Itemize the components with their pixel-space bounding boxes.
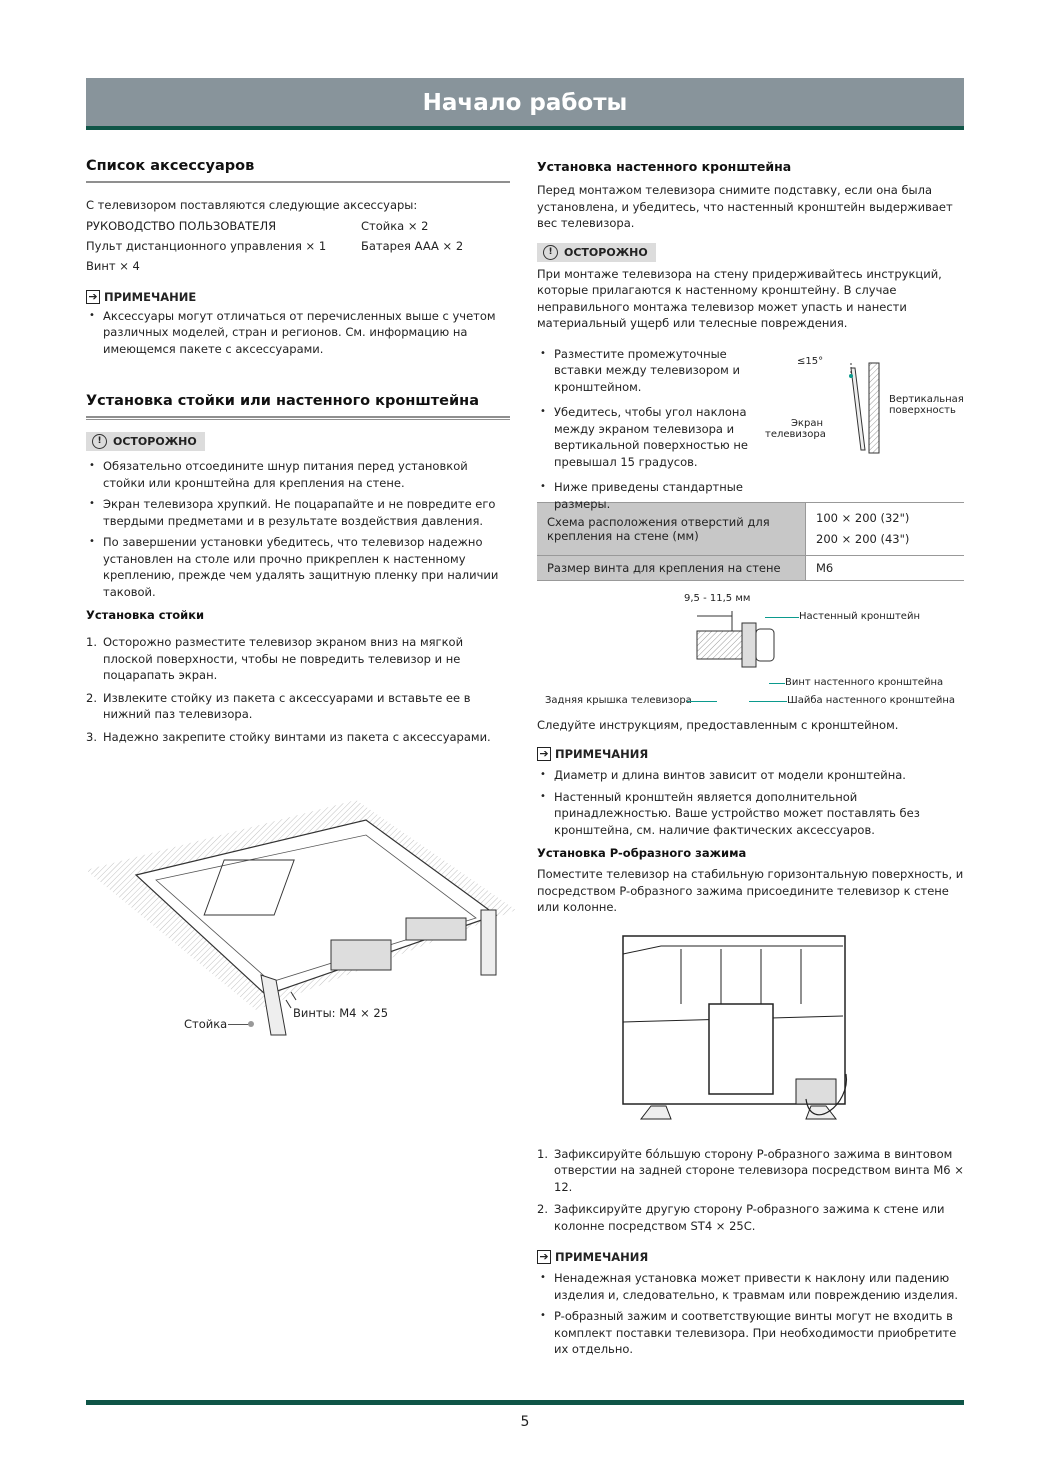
stand-subtitle: Установка стойки bbox=[86, 608, 205, 622]
back-cover-label-line bbox=[687, 701, 717, 702]
arrow-right-icon: ➔ bbox=[537, 747, 551, 761]
table-cell: Размер винта для крепления на стене bbox=[537, 555, 806, 580]
bracket-label-line bbox=[765, 617, 799, 618]
wall-caution-text: При монтаже телевизора на стену придерживайтесь инструкций, которые прилагаются к настенному кронштейну. В случае неправильного монтажа телевизор может упасть и нанести материальный ущерб или телесные повреждения. bbox=[537, 266, 942, 330]
stand-label: Стойка bbox=[184, 1017, 228, 1031]
accessory-item: РУКОВОДСТВО ПОЛЬЗОВАТЕЛЯ bbox=[86, 218, 277, 233]
note-header bbox=[537, 1250, 964, 1264]
list-item: • Аксессуары могут отличаться от перечисленных выше с учетом различных моделей, стран и регионов. См. информацию на имеющемся пакете с аксессуарами. bbox=[86, 308, 510, 358]
screws-label: Винты: M4 × 25 bbox=[293, 1006, 389, 1020]
p-clamp-intro: Поместите телевизор на стабильную горизонтальную поверхность, и посредством P-образного зажима присоедините телевизор к стене или колонне. bbox=[537, 867, 964, 914]
note-header bbox=[86, 290, 510, 304]
back-cover-label: Задняя крышка телевизора bbox=[545, 694, 692, 706]
accessory-item: Винт × 4 bbox=[86, 258, 140, 273]
note-title: ПРИМЕЧАНИЯ bbox=[555, 747, 649, 761]
list-item: • По завершении установки убедитесь, что телевизор надежно установлен на столе или прочно прикреплен к настенному креплению, прежде чем удалять защитную пленку при наличии таковой. bbox=[86, 534, 510, 600]
list-item: 3. Надежно закрепите стойку винтами из пакета с аксессуарами. bbox=[86, 729, 491, 744]
table-cell: 100 × 200 (32") 200 × 200 (43") bbox=[806, 502, 965, 555]
p-clamp-title: Установка P-образного зажима bbox=[537, 846, 747, 860]
caution-label: ОСТОРОЖНО bbox=[113, 435, 197, 448]
section-divider bbox=[86, 419, 510, 420]
note-title: ПРИМЕЧАНИЕ bbox=[104, 289, 197, 304]
warning-icon: ! bbox=[92, 434, 107, 449]
dimension-label: 9,5 - 11,5 мм bbox=[684, 592, 751, 604]
header-divider bbox=[86, 126, 964, 130]
stand-install-section bbox=[86, 393, 510, 745]
arrow-right-icon: ➔ bbox=[86, 290, 100, 304]
section-divider bbox=[86, 181, 510, 183]
warning-icon: ! bbox=[543, 245, 558, 260]
list-item: 1. Зафиксируйте бóльшую сторону P-образного зажима в винтовом отверстии на задней стороне телевизора посредством винта M6 × 12. bbox=[537, 1146, 964, 1194]
left-column bbox=[86, 150, 510, 751]
accessory-item: Пульт дистанционного управления × 1 bbox=[86, 238, 327, 253]
table-cell: M6 bbox=[806, 555, 965, 580]
list-item: 1. Осторожно разместите телевизор экраном вниз на мягкой плоской поверхности, чтобы не повредить телевизор и не поцарапать экран. bbox=[86, 635, 464, 682]
p-clamp-steps bbox=[537, 1146, 964, 1235]
page-number: 5 bbox=[520, 1414, 530, 1430]
table-row bbox=[537, 555, 964, 580]
washer-label-line bbox=[749, 701, 787, 702]
wall-spec-table bbox=[537, 502, 964, 581]
angle-diagram bbox=[837, 358, 897, 458]
list-item: 2. Зафиксируйте другую сторону P-образного зажима к стене или колонне посредством ST4 × 25C. bbox=[537, 1202, 945, 1233]
caution-label: ОСТОРОЖНО bbox=[564, 245, 648, 259]
tv-back-illustration bbox=[86, 800, 516, 1040]
note-title: ПРИМЕЧАНИЯ bbox=[555, 1250, 649, 1264]
list-item: • Ниже приведены стандартные размеры. bbox=[537, 479, 772, 512]
bracket-label: Настенный кронштейн bbox=[799, 610, 920, 622]
tv-screen-label: Экран телевизора bbox=[765, 417, 826, 440]
table-cell: Схема расположения отверстий для крепления на стене (мм) bbox=[537, 502, 806, 555]
note-header bbox=[537, 747, 964, 761]
list-item: • Настенный кронштейн является дополнительной принадлежностью. Ваше устройство может поставлять без кронштейна, см. наличие фактических аксессуаров. bbox=[537, 789, 964, 839]
accessories-title: Список аксессуаров bbox=[86, 158, 255, 174]
page-title: Начало работы bbox=[86, 78, 964, 126]
list-item: • Убедитесь, чтобы угол наклона между экраном телевизора и вертикальной поверхностью не превышал 15 градусов. bbox=[537, 404, 772, 470]
follow-instructions: Следуйте инструкциям, предоставленным с кронштейном. bbox=[537, 717, 899, 732]
list-item: • Обязательно отсоедините шнур питания перед установкой стойки или кронштейна для крепления на стене. bbox=[86, 458, 510, 491]
wall-mount-title: Установка настенного кронштейна bbox=[537, 159, 792, 174]
washer-label: Шайба настенного кронштейна bbox=[787, 694, 956, 706]
list-item: 2. Извлеките стойку из пакета с аксессуарами и вставьте ее в нижний паз телевизора. bbox=[86, 690, 471, 721]
angle-label: ≤15° bbox=[797, 355, 824, 367]
wall-mount-intro: Перед монтажом телевизора снимите подставку, если она была установлена, и убедитесь, что настенный кронштейн выдерживает вес телевизора. bbox=[537, 183, 953, 230]
angle-list bbox=[537, 346, 772, 513]
footer-divider bbox=[86, 1400, 964, 1405]
caution-badge bbox=[86, 432, 205, 451]
screw-diagram bbox=[537, 593, 964, 713]
screw-label: Винт настенного кронштейна bbox=[785, 676, 944, 688]
list-item: • Разместите промежуточные вставки между телевизором и кронштейном. bbox=[537, 346, 772, 396]
accessory-item: Батарея AAA × 2 bbox=[361, 238, 464, 253]
vertical-surface-label: Вертикальная поверхность bbox=[889, 393, 964, 416]
screw-label-line bbox=[769, 683, 785, 684]
accessories-intro: С телевизором поставляются следующие аксессуары: bbox=[86, 198, 418, 212]
section-divider bbox=[86, 416, 510, 418]
accessory-item: Стойка × 2 bbox=[361, 218, 429, 233]
angle-block bbox=[537, 346, 964, 511]
stand-label-line bbox=[228, 1024, 250, 1025]
note-list bbox=[537, 767, 964, 838]
stand-install-title: Установка стойки или настенного кронштейна bbox=[86, 393, 479, 409]
stand-label-dot bbox=[248, 1021, 254, 1027]
list-item: • Экран телевизора хрупкий. Не поцарапайте и не повредите его твердыми предметами и в результате воздействия давления. bbox=[86, 496, 510, 529]
accessories-list bbox=[86, 216, 510, 276]
stand-steps bbox=[86, 634, 510, 745]
right-column bbox=[537, 150, 964, 1363]
p-clamp-illustration bbox=[621, 934, 851, 1134]
note-list bbox=[86, 308, 510, 358]
list-item: • P-образный зажим и соответствующие винты могут не входить в комплект поставки телевизора. При необходимости приобретите их отдельно. bbox=[537, 1308, 964, 1358]
accessories-section bbox=[86, 158, 510, 357]
list-item: • Ненадежная установка может привести к наклону или падению изделия и, следовательно, к травмам или повреждению изделия. bbox=[537, 1270, 964, 1303]
stand-illustration bbox=[86, 800, 516, 1040]
note-list bbox=[537, 1270, 964, 1358]
caution-list bbox=[86, 458, 510, 600]
arrow-right-icon: ➔ bbox=[537, 1250, 551, 1264]
caution-badge bbox=[537, 243, 656, 262]
list-item: • Диаметр и длина винтов зависит от модели кронштейна. bbox=[537, 767, 964, 784]
